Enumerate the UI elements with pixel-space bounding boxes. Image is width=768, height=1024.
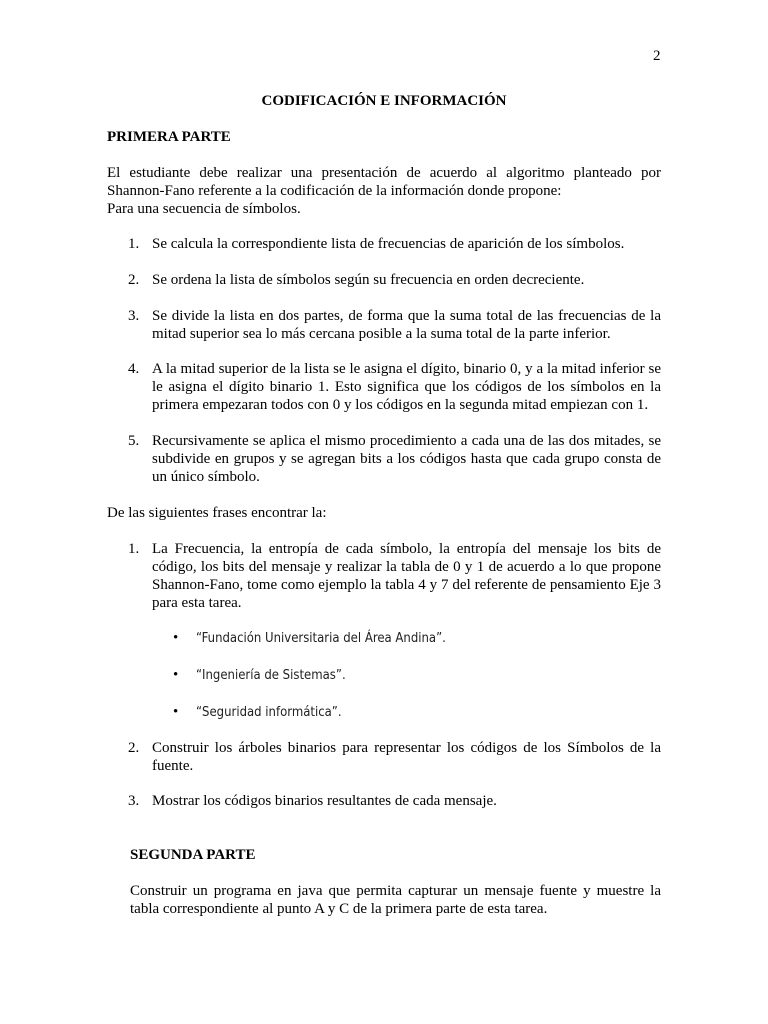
step-number: 4. <box>128 361 140 377</box>
part1-intro-second-line: Para una secuencia de símbolos. <box>107 201 301 217</box>
step-text: Se divide la lista en dos partes, de forma que la suma total de las frecuencias de la mitad superior sea lo más cercana posible a la suma total de la parte inferior. <box>152 308 661 342</box>
step-number: 2. <box>128 272 140 288</box>
task-text: Construir los árboles binarios para representar los códigos de los Símbolos de la fuente. <box>152 740 661 774</box>
task-number: 3. <box>128 793 140 809</box>
part2-text: Construir un programa en java que permita capturar un mensaje fuente y muestre la tabla correspondiente al punto A y C de la primera parte de esta tarea. <box>130 883 661 917</box>
task-item-1 <box>128 540 661 612</box>
task-number: 2. <box>128 740 140 756</box>
step-text: Recursivamente se aplica el mismo procedimiento a cada una de las dos mitades, se subdivide en grupos y se agregan bits a los códigos hasta que cada grupo consta de un único símbolo. <box>152 433 661 485</box>
task-number: 1. <box>128 541 140 557</box>
step-text: Se ordena la lista de símbolos según su frecuencia en orden decreciente. <box>152 272 585 288</box>
document-title: CODIFICACIÓN E INFORMACIÓN <box>261 93 507 109</box>
phrase-bullet-2 <box>173 666 346 685</box>
phrase-text: “Ingeniería de Sistemas”. <box>196 668 346 683</box>
step-item-1 <box>128 235 661 253</box>
bullet-icon: • <box>173 704 179 720</box>
step-item-2 <box>128 271 661 289</box>
part1-heading: PRIMERA PARTE <box>107 129 231 145</box>
phrase-text: “Fundación Universitaria del Área Andina”. <box>196 631 446 646</box>
task-item-2 <box>128 739 661 775</box>
phrase-text: “Seguridad informática”. <box>196 705 342 720</box>
page-number: 2 <box>653 48 661 64</box>
step-item-4 <box>128 360 661 414</box>
task-item-3 <box>128 792 661 810</box>
step-number: 1. <box>128 236 140 252</box>
bullet-icon: • <box>173 630 179 646</box>
step-number: 3. <box>128 308 140 324</box>
phrases-intro: De las siguientes frases encontrar la: <box>107 505 327 521</box>
phrase-bullet-3 <box>173 703 342 722</box>
phrase-bullet-1 <box>173 629 446 648</box>
bullet-icon: • <box>173 667 179 683</box>
step-text: A la mitad superior de la lista se le asigna el dígito, binario 0, y a la mitad inferior se le asigna el dígito binario 1. Esto significa que los códigos de los símbolos en la primera empezaran todos con 0 y los códigos en la segunda mitad empiezan con 1. <box>152 361 661 413</box>
step-text: Se calcula la correspondiente lista de frecuencias de aparición de los símbolos. <box>152 236 625 252</box>
task-text: La Frecuencia, la entropía de cada símbolo, la entropía del mensaje los bits de código, los bits del mensaje y realizar la tabla de 0 y 1 de acuerdo a lo que propone Shannon-Fano, tome como ejemplo la tabla 4 y 7 del referente de pensamiento Eje 3 para esta tarea. <box>152 541 661 611</box>
step-item-3 <box>128 307 661 343</box>
step-number: 5. <box>128 433 140 449</box>
part1-intro: El estudiante debe realizar una presentación de acuerdo al algoritmo planteado por Shannon-Fano referente a la codificación de la información donde propone: <box>107 165 661 199</box>
step-item-5 <box>128 432 661 486</box>
part2-heading: SEGUNDA PARTE <box>130 847 256 863</box>
task-text: Mostrar los códigos binarios resultantes de cada mensaje. <box>152 793 497 809</box>
